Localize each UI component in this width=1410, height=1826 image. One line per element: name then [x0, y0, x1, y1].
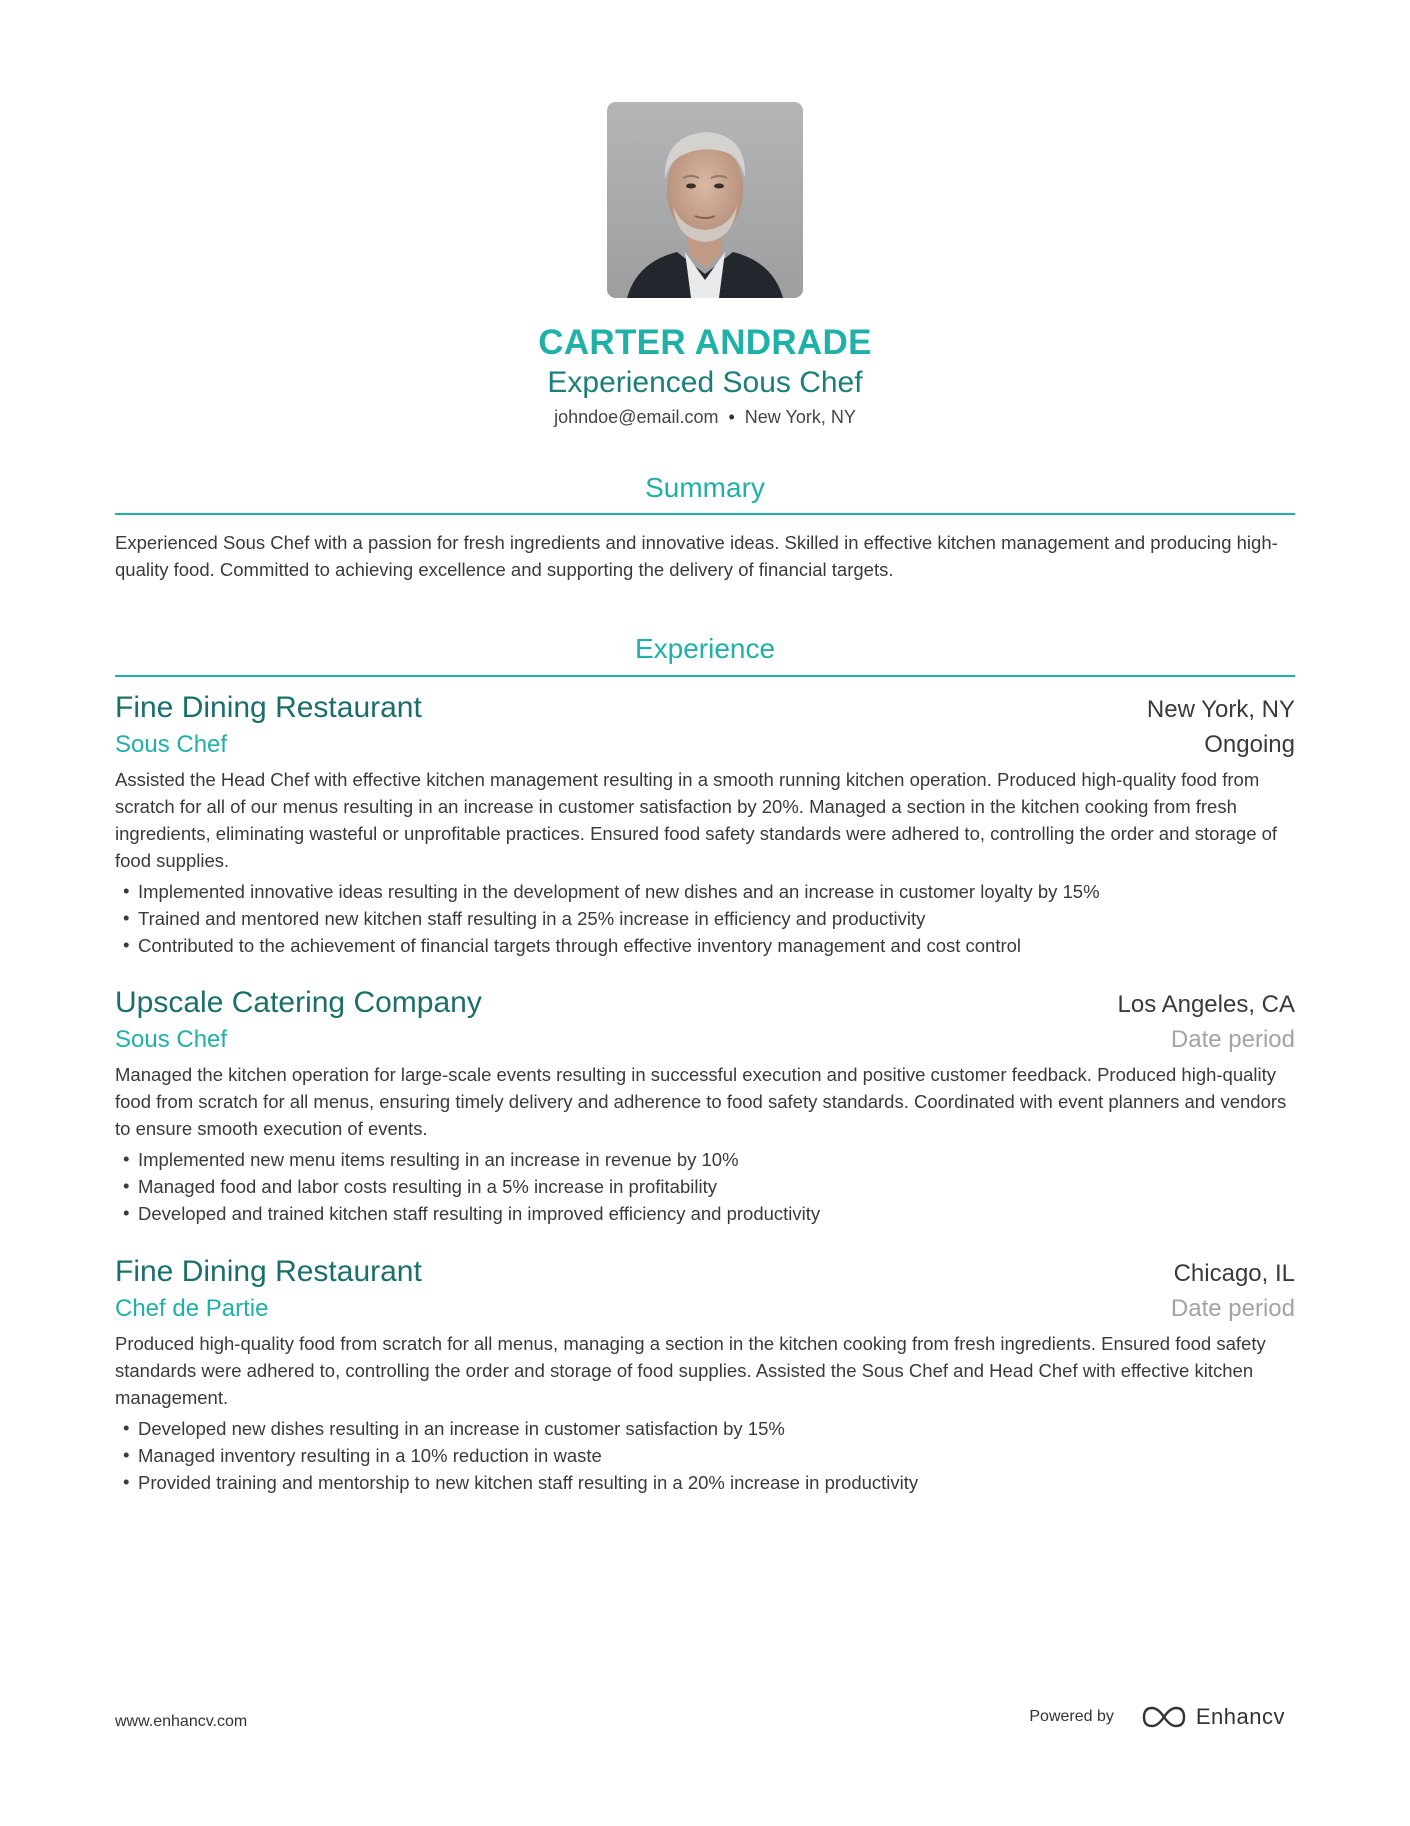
bullet-marker: • — [123, 1148, 130, 1169]
bullet-marker: • — [123, 1444, 130, 1465]
job-bullets — [115, 1146, 1295, 1227]
location: New York, NY — [744, 407, 856, 427]
experience-heading: Experience — [634, 633, 776, 664]
job-role: Sous Chef — [115, 1026, 228, 1053]
job-bullet-text: Contributed to the achievement of financial targets through effective inventory management and cost control — [138, 935, 1022, 956]
profile-photo — [607, 102, 803, 298]
job-bullet-text: Developed new dishes resulting in an increase in customer satisfaction by 15% — [138, 1418, 785, 1439]
bullet-marker: • — [123, 934, 130, 955]
summary-divider — [115, 513, 1295, 515]
email[interactable]: johndoe@email.com — [554, 407, 719, 427]
bullet-marker: • — [123, 1417, 130, 1438]
bullet-marker: • — [123, 1471, 130, 1492]
enhancv-brand[interactable]: Enhancv — [1195, 1704, 1285, 1729]
summary-heading: Summary — [645, 472, 765, 503]
portrait-image — [607, 102, 803, 298]
job-description: Produced high-quality food from scratch for all menus, managing a section in the kitchen cooking from fresh ingredients. Ensured food safety standards were adhered to, controlling the order and storage of food supplies. Assisted the Sous Chef and Head Chef with effective kitchen management. — [115, 1333, 1266, 1408]
job-bullet-text: Implemented new menu items resulting in an increase in revenue by 10% — [138, 1149, 739, 1170]
job-description: Assisted the Head Chef with effective kitchen management resulting in a smooth running kitchen operation. Produced high-quality food from scratch for all of our menus resulting in an increase in customer satisfaction by 20%. Managed a section in the kitchen cooking from fresh ingredients, eliminating wasteful or unprofitable practices. Ensured food safety standards were adhered to, controlling the order and storage of food supplies. — [115, 769, 1278, 871]
job-date: Date period — [1170, 1295, 1295, 1322]
job-bullet — [115, 1469, 1295, 1496]
job-company: Fine Dining Restaurant — [115, 1255, 422, 1288]
job-bullet — [115, 1173, 1295, 1200]
candidate-title: Experienced Sous Chef — [547, 366, 863, 399]
job-role: Chef de Partie — [115, 1295, 269, 1322]
job-bullet — [115, 905, 1295, 932]
job-company: Fine Dining Restaurant — [115, 691, 422, 724]
job-bullets — [115, 878, 1295, 959]
summary-text: Experienced Sous Chef with a passion for fresh ingredients and innovative ideas. Skilled in effective kitchen management and producing high-quality food. Committed to achieving excellence and supporting the delivery of financial targets. — [115, 532, 1278, 580]
footer-website[interactable]: www.enhancv.com — [115, 1713, 248, 1730]
job-bullet-text: Managed inventory resulting in a 10% reduction in waste — [138, 1445, 602, 1466]
footer-branding — [1029, 1703, 1285, 1731]
contact-separator: • — [728, 407, 735, 427]
job-bullet — [115, 1200, 1295, 1227]
job-bullet-text: Trained and mentored new kitchen staff resulting in a 25% increase in efficiency and productivity — [138, 908, 926, 929]
bullet-marker: • — [123, 880, 130, 901]
job-bullet-text: Implemented innovative ideas resulting in the development of new dishes and an increase in customer loyalty by 15% — [138, 881, 1100, 902]
job-company: Upscale Catering Company — [115, 986, 482, 1019]
job-bullet — [115, 1442, 1295, 1469]
job-bullet-text: Developed and trained kitchen staff resulting in improved efficiency and productivity — [138, 1203, 821, 1224]
enhancv-logo-icon — [1140, 1703, 1188, 1731]
job-bullet — [115, 1146, 1295, 1173]
resume-header — [0, 322, 1410, 430]
job-location: New York, NY — [1146, 696, 1295, 723]
bullet-marker: • — [123, 907, 130, 928]
job-entry — [115, 1252, 1295, 1496]
job-entry — [115, 688, 1295, 959]
job-date: Date period — [1170, 1026, 1295, 1053]
powered-by-label: Powered by — [1029, 1708, 1114, 1725]
contact-line — [0, 404, 1410, 430]
job-bullets — [115, 1415, 1295, 1496]
job-entry — [115, 983, 1295, 1227]
bullet-marker: • — [123, 1175, 130, 1196]
job-role: Sous Chef — [115, 731, 228, 758]
job-description: Managed the kitchen operation for large-scale events resulting in successful execution and positive customer feedback. Produced high-quality food from scratch for all menus, ensuring timely delivery and adherence to food safety standards. Coordinated with event planners and vendors to ensure smooth execution of events. — [115, 1064, 1287, 1139]
job-bullet-text: Provided training and mentorship to new kitchen staff resulting in a 20% increase in productivity — [138, 1472, 919, 1493]
bullet-marker: • — [123, 1202, 130, 1223]
job-bullet — [115, 1415, 1295, 1442]
experience-divider — [115, 675, 1295, 677]
candidate-name: CARTER ANDRADE — [538, 323, 872, 362]
job-date: Ongoing — [1204, 731, 1295, 758]
job-bullet — [115, 932, 1295, 959]
job-bullet — [115, 878, 1295, 905]
job-bullet-text: Managed food and labor costs resulting in a 5% increase in profitability — [138, 1176, 717, 1197]
job-location: Los Angeles, CA — [1117, 991, 1295, 1018]
job-location: Chicago, IL — [1173, 1260, 1295, 1287]
